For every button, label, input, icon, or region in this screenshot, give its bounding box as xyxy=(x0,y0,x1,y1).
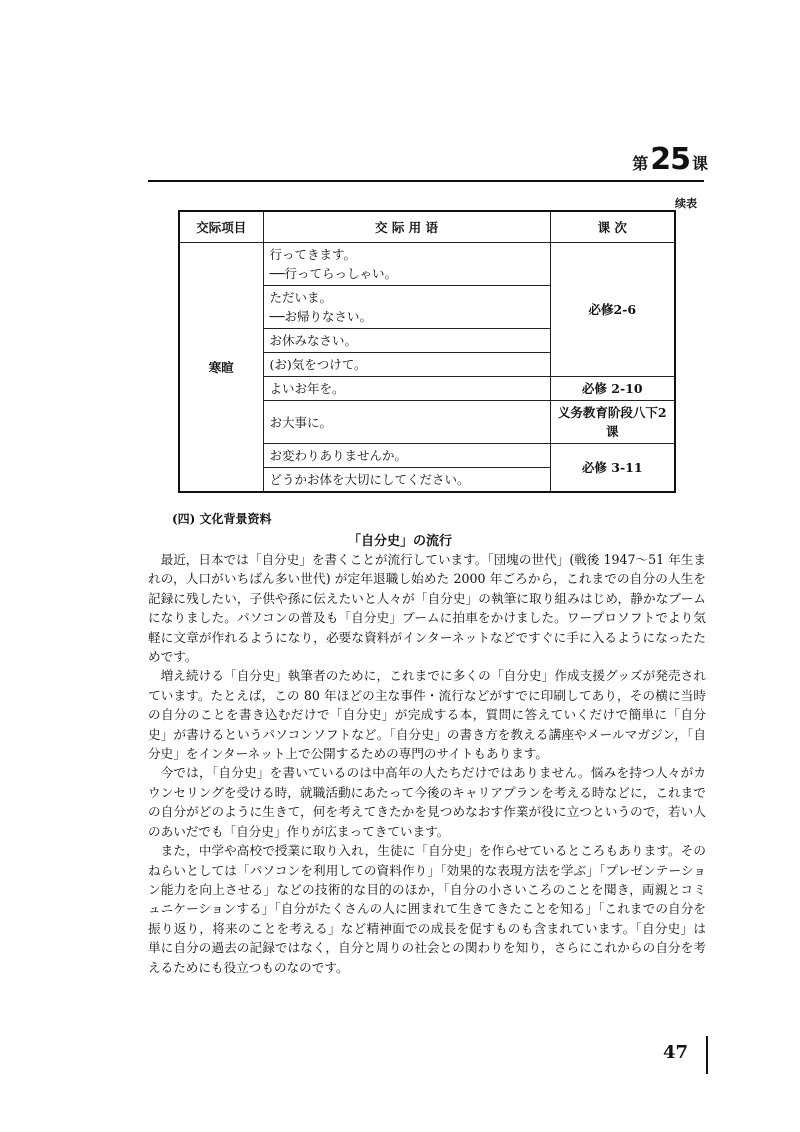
col-header-category: 交际项目 xyxy=(179,211,263,243)
lesson-cell: 必修2-6 xyxy=(550,243,675,377)
continued-label: 续表 xyxy=(675,197,697,210)
phrase-table xyxy=(178,210,676,493)
phrase-cell xyxy=(263,401,550,444)
page-number: 47 xyxy=(662,1042,688,1063)
phrase-cell xyxy=(263,329,550,353)
phrase-line: お休みなさい。 xyxy=(269,333,358,348)
lesson-cell: 必修 3-11 xyxy=(550,444,675,493)
table-header-row xyxy=(179,211,675,243)
phrase-line: お大事に。 xyxy=(269,414,333,430)
phrase-line: ただいま。 xyxy=(269,290,333,305)
phrase-line: (お)気をつけて。 xyxy=(269,357,367,372)
phrase-cell xyxy=(263,468,550,493)
phrase-line: よいお年を。 xyxy=(269,381,345,396)
lesson-cell: 义务教育阶段八下2课 xyxy=(550,401,675,444)
lesson-number: 25 xyxy=(650,142,690,177)
paragraph: 増え続ける「自分史」執筆者のために，これまでに多くの「自分史」作成支援グッズが発売されています。たとえば，この 80 年ほどの主な事件・流行などがすでに印刷してあり，その横に当時の自分のことを書き込むだけで「自分史」が完成する本，質問に答えていくだけで簡単に「自分史」が書けるというパソコンソフトなど。「自分史」の書き方を教える講座やメールマガジン，「自分史」をインターネット上で公開するための専門のサイトもあります。 xyxy=(148,668,706,762)
phrase-line: 行ってきます。 xyxy=(269,247,357,262)
table-body xyxy=(179,243,675,493)
section-heading: (四) 文化背景资料 xyxy=(172,512,272,526)
lesson-suffix: 课 xyxy=(691,154,708,173)
phrase-line: ──行ってらっしゃい。 xyxy=(269,266,398,281)
col-header-phrase: 交 际 用 语 xyxy=(263,211,550,243)
lesson-prefix: 第 xyxy=(632,154,649,173)
header-rule xyxy=(148,180,704,182)
phrase-cell xyxy=(263,444,550,468)
phrase-cell xyxy=(263,243,550,286)
phrase-cell xyxy=(263,286,550,329)
phrase-cell xyxy=(263,353,550,377)
article-title: 「自分史」の流行 xyxy=(347,534,452,549)
paragraph: 今では，「自分史」を書いているのは中高年の人たちだけではありません。悩みを持つ人々がカウンセリングを受ける時，就職活動にあたって今後のキャリアプランを考える時などに，これまでの自分がどのように生きて，何を考えてきたかを見つめなおす作業が役に立つというので，若い人のあいだでも「自分史」作りが広まってきています。 xyxy=(148,765,706,839)
phrase-line: どうかお体を大切にしてください。 xyxy=(269,472,470,487)
paragraph: 最近，日本では「自分史」を書くことが流行しています。「団塊の世代」(戦後 1947～51 年生まれの，人口がいちばん多い世代) が定年退職し始めた 2000 年ごろから，これまでの自分の人生を記録に残したい，子供や孫に伝えたいと人々が「自分史」の執筆に取り組みはじめ，静かなブームになりました。パソコンの普及も「自分史」ブームに拍車をかけました。ワープロソフトでより気軽に文章が作れるようになり，必要な資料がインターネットなどですぐに手に入るようになったためです。 xyxy=(148,552,706,665)
lesson-header xyxy=(632,142,708,177)
category-cell: 寒暄 xyxy=(179,243,263,493)
col-header-lesson: 课 次 xyxy=(550,211,675,243)
phrase-table-container xyxy=(178,210,674,493)
paragraph: また，中学や高校で授業に取り入れ，生徒に「自分史」を作らせているところもあります。そのねらいとしては「パソコンを利用しての資料作り」「効果的な表現方法を学ぶ」「プレゼンテーション能力を向上させる」などの技術的な目的のほか，「自分の小さいころのことを聞き，両親とコミュニケーションする」「自分がたくさんの人に囲まれて生きてきたことを知る」「これまでの自分を振り返り，将来のことを考える」など精神面での成長を促すものも含まれています。「自分史」は単に自分の過去の記録ではなく，自分と周りの社会との関わりを知り，さらにこれからの自分を考えるためにも役立つものなのです。 xyxy=(148,843,706,975)
phrase-line: お変わりありませんか。 xyxy=(269,448,408,463)
lesson-cell: 必修 2-10 xyxy=(550,377,675,401)
table-row xyxy=(179,243,675,286)
phrase-line: ──お帰りなさい。 xyxy=(269,309,373,324)
phrase-cell xyxy=(263,377,550,401)
article-body xyxy=(148,550,706,977)
page-number-rule xyxy=(706,1036,708,1074)
